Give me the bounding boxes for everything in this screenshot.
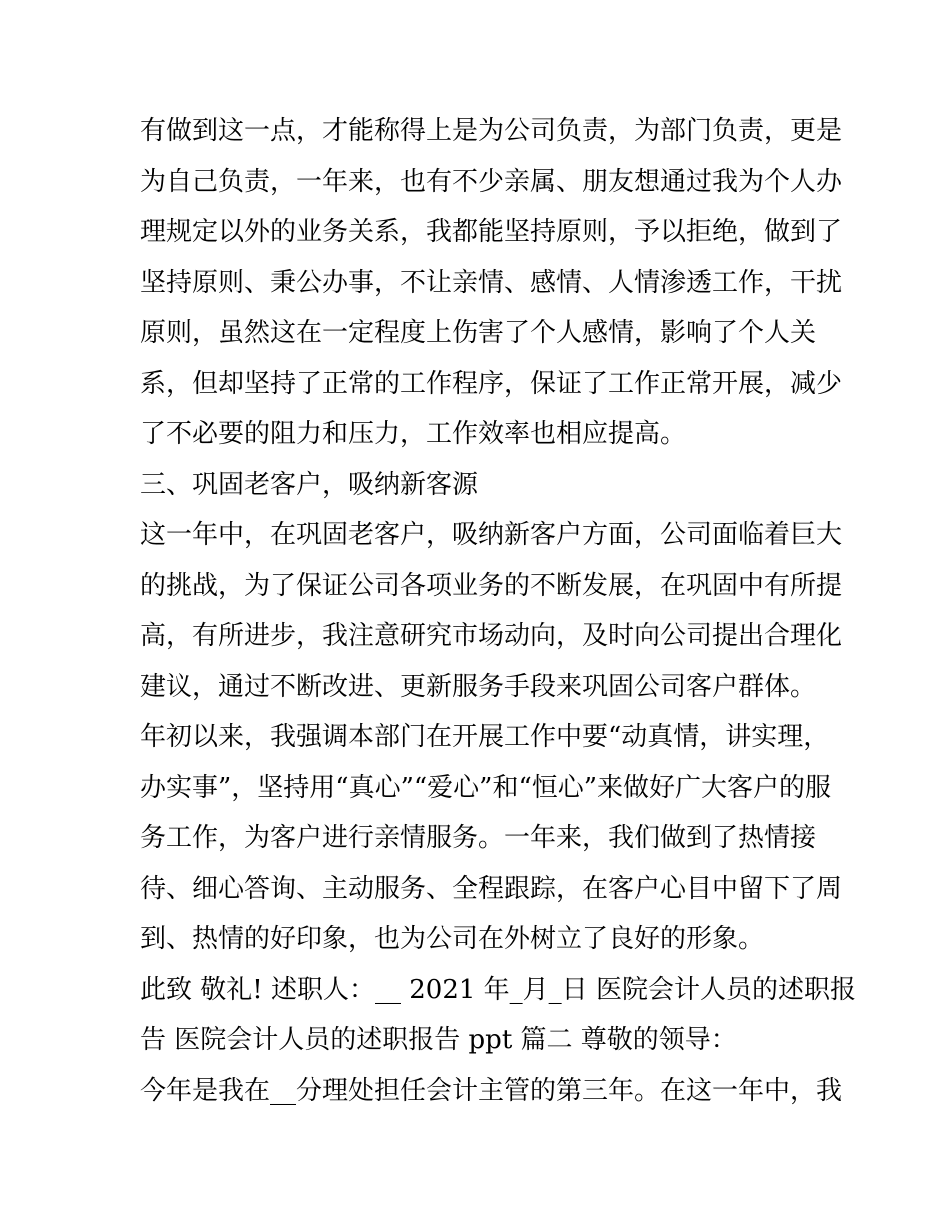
text-line: 原则，虽然这在一定程度上伤害了个人感情，影响了个人关 [140, 318, 817, 348]
text-line: 系，但却坚持了正常的工作程序，保证了工作正常开展，减少 [140, 368, 843, 399]
text-line: 今年是我在__分理处担任会计主管的第三年。在这一年中，我 [140, 1075, 843, 1106]
text-line: 到、热情的好印象，也为公司在外树立了良好的形象。 [140, 924, 765, 954]
text-line: 建议，通过不断改进、更新服务手段来巩固公司客户群体。 [140, 671, 817, 702]
text-line: 这一年中，在巩固老客户，吸纳新客户方面，公司面临着巨大 [140, 520, 843, 550]
text-line: 务工作，为客户进行亲情服务。一年来，我们做到了热情接 [140, 823, 817, 853]
text-line: 有做到这一点，才能称得上是为公司负责，为部门负责，更是 [140, 116, 843, 146]
text-line: 的挑战，为了保证公司各项业务的不断发展，在巩固中有所提 [140, 570, 843, 601]
text-line: 此致 敬礼! 述职人：__ 2021 年_月_日 医院会计人员的述职报 [140, 974, 856, 1005]
text-line: 告 医院会计人员的述职报告 ppt 篇二 尊敬的领导： [140, 1025, 737, 1055]
text-line: 高，有所进步，我注意研究市场动向，及时向公司提出合理化 [140, 621, 843, 651]
section-heading: 三、巩固老客户，吸纳新客源 [140, 469, 479, 500]
text-line: 了不必要的阻力和压力，工作效率也相应提高。 [140, 419, 687, 449]
text-line: 待、细心答询、主动服务、全程跟踪，在客户心目中留下了周 [140, 873, 843, 904]
text-line: 理规定以外的业务关系，我都能坚持原则，予以拒绝，做到了 [140, 217, 843, 247]
text-line: 为自己负责，一年来，也有不少亲属、朋友想通过我为个人办 [140, 166, 843, 197]
text-line: 办实事”，坚持用“真心”“爱心”和“恒心”来做好广大客户的服 [140, 772, 832, 803]
document-body [140, 106, 856, 1116]
text-line: 坚持原则、秉公办事，不让亲情、感情、人情渗透工作，干扰 [140, 267, 843, 298]
text-line: 年初以来，我强调本部门在开展工作中要“动真情，讲实理， [140, 722, 830, 752]
